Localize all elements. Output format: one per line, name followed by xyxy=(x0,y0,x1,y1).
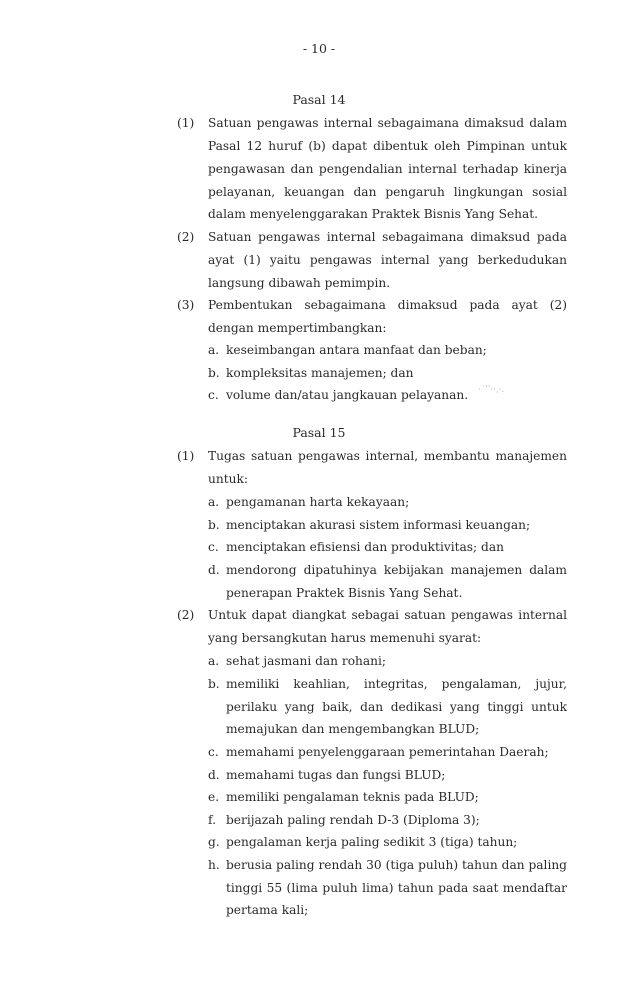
pasal-14-item-3-sub-b-text: kompleksitas manajemen; dan xyxy=(226,366,414,380)
pasal-15-item-2-sub-d-text: memahami tugas dan fungsi BLUD; xyxy=(226,768,446,782)
pasal-14-title: Pasal 14 xyxy=(292,92,346,107)
pasal-14-item-2-line-3: langsung dibawah pemimpin. xyxy=(208,276,391,290)
pasal-15-item-1-sub-d-line-2: penerapan Praktek Bisnis Yang Sehat. xyxy=(226,586,463,600)
pasal-15-item-2-number: (2) xyxy=(177,608,195,622)
pasal-15-item-2-sub-c-text: memahami penyelenggaraan pemerintahan Daerah; xyxy=(226,745,549,759)
pasal-14-item-2-number: (2) xyxy=(177,230,195,244)
pasal-14-item-1-line-1: Satuan pengawas internal sebagaimana dimaksud dalam xyxy=(208,116,567,130)
pasal-15-item-1-sub-b-letter: b. xyxy=(208,518,220,532)
pasal-14-item-1-line-5: dalam menyelenggarakan Praktek Bisnis Yang Sehat. xyxy=(208,207,539,221)
pasal-15-item-1-number: (1) xyxy=(177,449,195,463)
pasal-15-item-2-sub-b-letter: b. xyxy=(208,677,220,691)
pasal-14-item-3-line-1: Pembentukan sebagaimana dimaksud pada ayat (2) xyxy=(208,298,567,312)
pasal-15-item-2-sub-g-text: pengalaman kerja paling sedikit 3 (tiga) tahun; xyxy=(226,835,518,849)
pasal-15-item-2-sub-h-line-3: pertama kali; xyxy=(226,903,309,917)
pasal-15-item-2-sub-g-letter: g. xyxy=(208,835,220,849)
pasal-14-item-2-line-2: ayat (1) yaitu pengawas internal yang berkedudukan xyxy=(208,253,567,267)
pasal-15-item-1-sub-d-line-1: mendorong dipatuhinya kebijakan manajemen dalam xyxy=(226,563,567,577)
pasal-14-item-1-line-2: Pasal 12 huruf (b) dapat dibentuk oleh Pimpinan untuk xyxy=(208,139,567,153)
pasal-15-item-2-sub-d-letter: d. xyxy=(208,768,220,782)
pasal-15-item-2-sub-c-letter: c. xyxy=(208,745,219,759)
pasal-15-item-1-sub-c-text: menciptakan efisiensi dan produktivitas; dan xyxy=(226,540,504,554)
pasal-15-item-2-sub-h-line-1: berusia paling rendah 30 (tiga puluh) tahun dan paling xyxy=(226,858,567,872)
pasal-14-item-2-line-1: Satuan pengawas internal sebagaimana dimaksud pada xyxy=(208,230,567,244)
pasal-15-item-2-sub-b-line-3: memajukan dan mengembangkan BLUD; xyxy=(226,722,480,736)
pasal-15-item-2-line-1: Untuk dapat diangkat sebagai satuan pengawas internal xyxy=(208,608,567,622)
pasal-14-item-3-sub-a-letter: a. xyxy=(208,343,220,357)
pasal-14-item-3-sub-c-text: volume dan/atau jangkauan pelayanan. xyxy=(226,388,469,402)
pasal-14-item-1-line-4: pelayanan, keuangan dan pengaruh lingkungan sosial xyxy=(208,185,567,199)
pasal-15-item-1-sub-a-letter: a. xyxy=(208,495,220,509)
pasal-15-item-2-sub-h-line-2: tinggi 55 (lima puluh lima) tahun pada saat mendaftar xyxy=(226,881,567,895)
pasal-15-item-2-sub-b-line-1: memiliki keahlian, integritas, pengalaman, jujur, xyxy=(226,677,567,691)
pasal-15-item-2-sub-e-letter: e. xyxy=(208,790,220,804)
pasal-15-item-2-sub-a-letter: a. xyxy=(208,654,220,668)
pasal-15-item-2-sub-a-text: sehat jasmani dan rohani; xyxy=(226,654,387,668)
scan-noise: ·˙'ˈ··ˌ·. xyxy=(478,385,505,395)
pasal-14-item-1-line-3: pengawasan dan pengendalian internal terhadap kinerja xyxy=(208,162,567,176)
pasal-15-item-2-sub-b-line-2: perilaku yang baik, dan dedikasi yang tinggi untuk xyxy=(226,700,567,714)
pasal-15-item-1-sub-d-letter: d. xyxy=(208,563,220,577)
pasal-14-item-3-line-2: dengan mempertimbangkan: xyxy=(208,321,387,335)
pasal-14-item-3-number: (3) xyxy=(177,298,195,312)
pasal-15-item-2-sub-e-text: memiliki pengalaman teknis pada BLUD; xyxy=(226,790,479,804)
pasal-14-item-3-sub-c-letter: c. xyxy=(208,388,219,402)
pasal-15-item-1-sub-a-text: pengamanan harta kekayaan; xyxy=(226,495,410,509)
pasal-15-item-2-sub-h-letter: h. xyxy=(208,858,220,872)
pasal-14-item-3-sub-b-letter: b. xyxy=(208,366,220,380)
pasal-15-item-1-sub-c-letter: c. xyxy=(208,540,219,554)
pasal-14-item-1-number: (1) xyxy=(177,116,195,130)
pasal-15-item-1-sub-b-text: menciptakan akurasi sistem informasi keuangan; xyxy=(226,518,531,532)
pasal-15-item-2-line-2: yang bersangkutan harus memenuhi syarat: xyxy=(208,631,482,645)
pasal-15-item-2-sub-f-letter: f. xyxy=(208,813,216,827)
pasal-15-item-1-line-2: untuk: xyxy=(208,472,248,486)
pasal-15-item-2-sub-f-text: berijazah paling rendah D-3 (Diploma 3); xyxy=(226,813,480,827)
pasal-14-item-3-sub-a-text: keseimbangan antara manfaat dan beban; xyxy=(226,343,487,357)
page-number: - 10 - xyxy=(302,41,336,56)
pasal-15-item-1-line-1: Tugas satuan pengawas internal, membantu manajemen xyxy=(208,449,567,463)
pasal-15-title: Pasal 15 xyxy=(292,425,346,440)
